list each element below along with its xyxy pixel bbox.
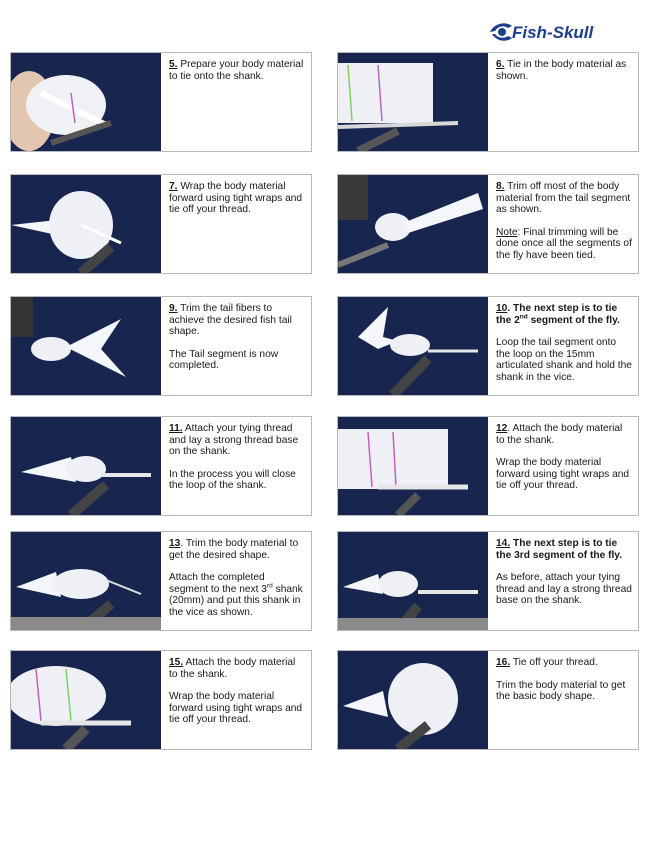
step-photo	[338, 175, 488, 273]
fly-photo-icon	[11, 297, 161, 395]
fly-photo-icon	[11, 532, 161, 630]
step-card-8	[337, 174, 639, 274]
step-number: 11.	[169, 423, 183, 434]
fly-photo-icon	[338, 417, 488, 515]
step-photo	[11, 417, 161, 515]
step-instruction: Attach your tying thread and lay a strong thread base on the shank.	[169, 423, 299, 458]
step-detail: Wrap the body material forward using tight wraps and tie off your thread.	[169, 691, 303, 726]
step-number: 12	[496, 423, 508, 434]
fly-photo-icon	[338, 651, 488, 749]
step-instruction: Wrap the body material forward using tight wraps and tie off your thread.	[169, 181, 303, 216]
step-number: 8.	[496, 181, 505, 192]
step-detail: The Tail segment is now completed.	[169, 348, 279, 372]
step-detail-end: shank (20mm) and put this shank in the vice as shown.	[169, 583, 303, 618]
step-photo	[338, 53, 488, 151]
step-photo	[11, 175, 161, 273]
step-number: 6.	[496, 59, 505, 70]
step-heading: . The next step is to tie the 2	[496, 303, 618, 326]
step-number: 10	[496, 303, 508, 314]
step-photo	[11, 651, 161, 749]
note-label: Note	[496, 226, 518, 238]
fly-photo-icon	[338, 297, 488, 395]
step-text	[488, 532, 638, 630]
note-text: : Final trimming will be done once all the segments of the fly have been tied.	[496, 226, 632, 261]
step-detail: As before, attach your tying thread and lay a strong thread base on the shank.	[496, 572, 632, 607]
step-instruction: . Trim the body material to get the desired shape.	[169, 538, 299, 561]
step-photo	[338, 297, 488, 395]
step-detail: Attach the completed segment to the next 3	[169, 572, 267, 595]
step-text	[488, 53, 638, 151]
fish-skull-logo-icon	[488, 18, 636, 46]
step-instruction: Prepare your body material to tie onto the shank.	[169, 59, 304, 82]
step-detail: Trim the body material to get the basic body shape.	[496, 679, 626, 703]
step-card-5	[10, 52, 312, 152]
step-instruction: Trim the tail fibers to achieve the desired fish tail shape.	[169, 303, 292, 338]
step-photo	[338, 417, 488, 515]
fly-photo-icon	[338, 175, 488, 273]
step-photo	[11, 53, 161, 151]
step-instruction: . Attach the body material to the shank.	[496, 423, 623, 446]
step-heading-end: segment of the fly.	[527, 314, 620, 326]
fly-photo-icon	[338, 53, 488, 151]
step-text	[161, 651, 311, 749]
fly-photo-icon	[338, 532, 488, 630]
logo-text: Fish-Skull	[512, 23, 594, 42]
step-text	[488, 417, 638, 515]
fish-skull-logo	[488, 18, 636, 46]
step-text	[488, 297, 638, 395]
step-number: 13	[169, 538, 181, 549]
fly-photo-icon	[11, 417, 161, 515]
step-instruction: Attach the body material to the shank.	[169, 657, 296, 680]
step-number: 9.	[169, 303, 178, 314]
fly-photo-icon	[11, 651, 161, 749]
step-instruction: Tie in the body material as shown.	[496, 59, 627, 82]
step-number: 7.	[169, 181, 178, 192]
step-instruction: Trim off most of the body material from the tail segment as shown.	[496, 181, 631, 216]
step-photo	[11, 297, 161, 395]
step-number: 16.	[496, 657, 511, 668]
step-card-14	[337, 531, 639, 631]
step-card-9	[10, 296, 312, 396]
step-number: 5.	[169, 59, 178, 70]
step-photo	[338, 651, 488, 749]
step-photo	[11, 532, 161, 630]
step-photo	[338, 532, 488, 630]
step-card-15	[10, 650, 312, 750]
step-card-7	[10, 174, 312, 274]
step-heading-sup: nd	[519, 313, 528, 321]
step-detail: Wrap the body material forward using tight wraps and tie off your thread.	[496, 457, 630, 492]
step-card-10	[337, 296, 639, 396]
step-text	[488, 651, 638, 749]
step-detail: Loop the tail segment onto the loop on the 15mm articulated shank and hold the shank in the vice.	[496, 337, 632, 383]
step-card-6	[337, 52, 639, 152]
step-text	[161, 53, 311, 151]
step-detail-sup: rd	[266, 582, 273, 590]
step-text	[161, 417, 311, 515]
step-number: 14.	[496, 538, 511, 549]
step-card-11	[10, 416, 312, 516]
fly-photo-icon	[11, 53, 161, 151]
step-text	[161, 297, 311, 395]
step-detail: In the process you will close the loop of the shank.	[169, 468, 296, 492]
step-text	[161, 175, 311, 273]
step-card-16	[337, 650, 639, 750]
step-heading: The next step is to tie the 3rd segment of the fly.	[496, 538, 623, 561]
fly-photo-icon	[11, 175, 161, 273]
step-instruction: Tie off your thread.	[510, 657, 598, 668]
step-text	[488, 175, 638, 273]
step-card-12	[337, 416, 639, 516]
step-card-13	[10, 531, 312, 631]
step-text	[161, 532, 311, 630]
step-number: 15.	[169, 657, 184, 668]
